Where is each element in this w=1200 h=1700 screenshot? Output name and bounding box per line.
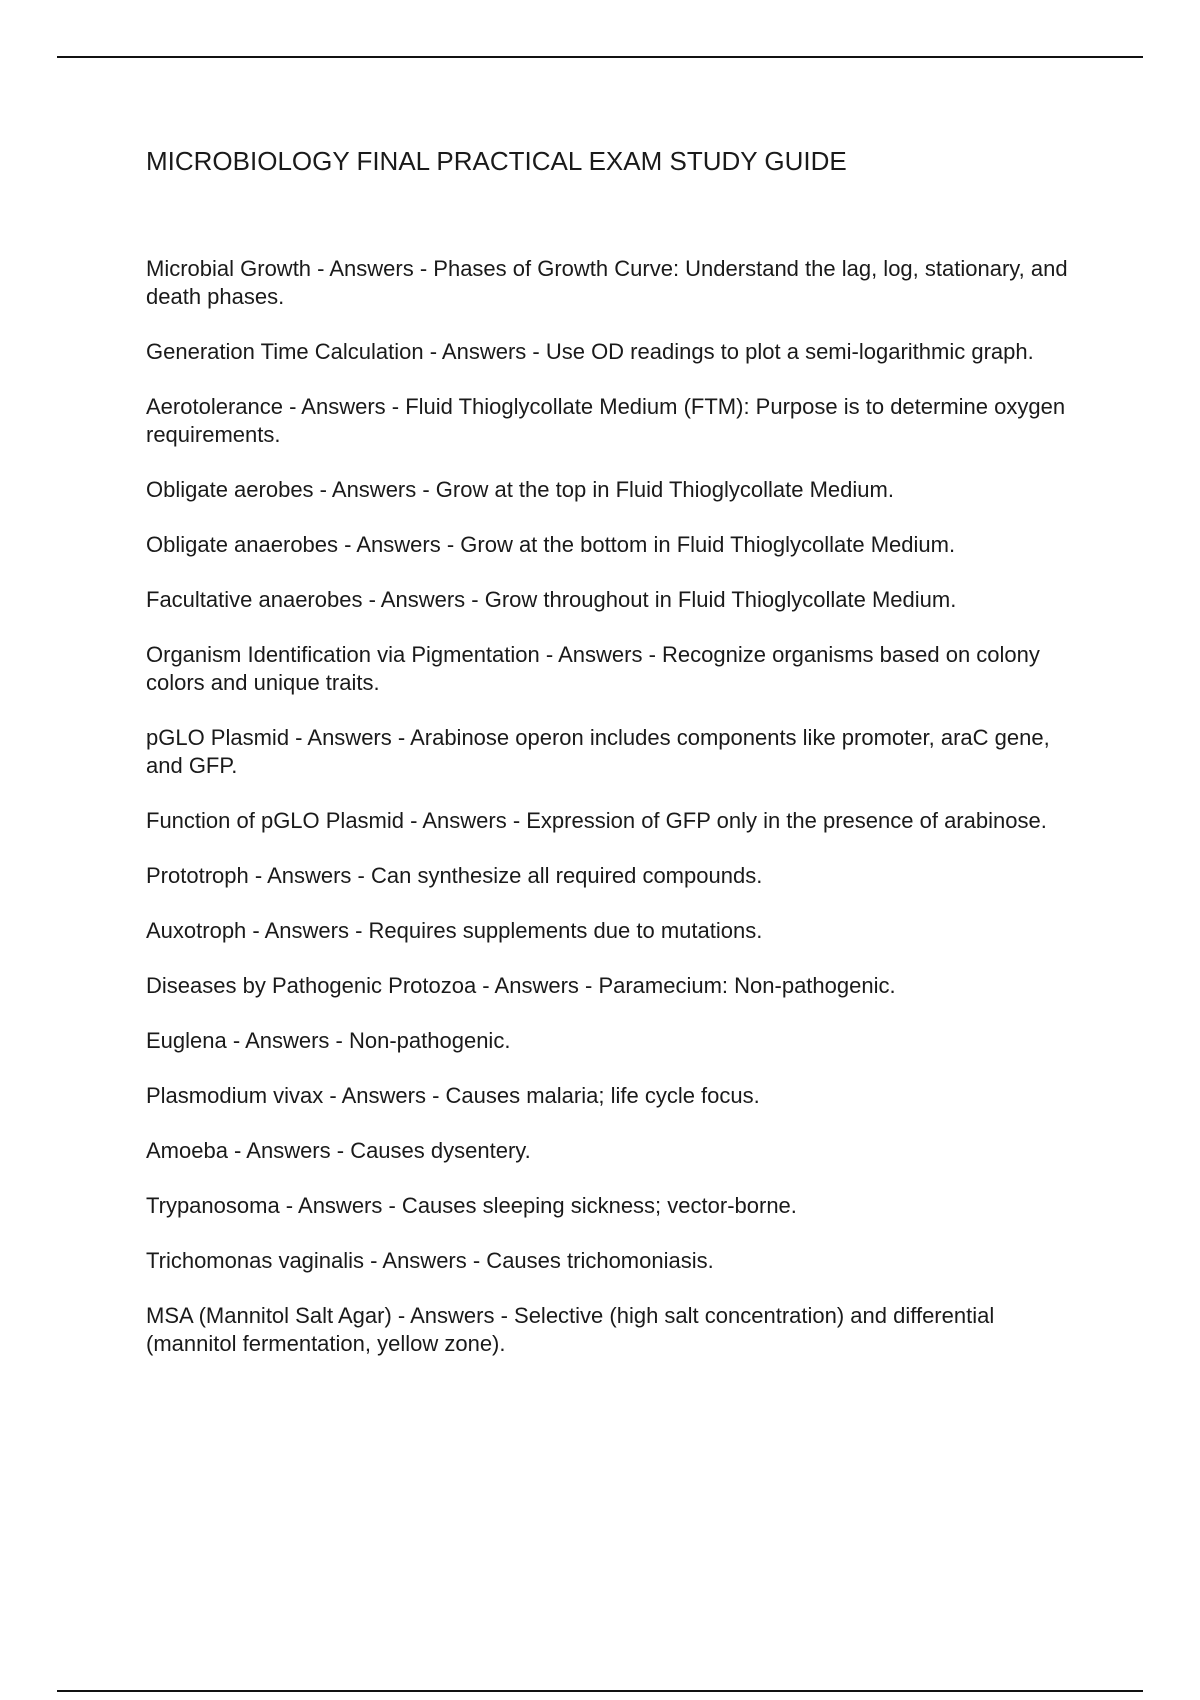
entry-auxotroph: Auxotroph - Answers - Requires supplements due to mutations. [146,918,763,943]
entry-plasmodium-vivax: Plasmodium vivax - Answers - Causes malaria; life cycle focus. [146,1083,760,1108]
entry-obligate-aerobes: Obligate aerobes - Answers - Grow at the top in Fluid Thioglycollate Medium. [146,477,894,502]
top-divider [57,56,1143,58]
entry-pathogenic-protozoa: Diseases by Pathogenic Protozoa - Answers - Paramecium: Non-pathogenic. [146,973,896,998]
entry-euglena: Euglena - Answers - Non-pathogenic. [146,1028,511,1053]
entry-prototroph: Prototroph - Answers - Can synthesize all required compounds. [146,863,763,888]
entry-trypanosoma: Trypanosoma - Answers - Causes sleeping sickness; vector-borne. [146,1193,797,1218]
entry-pglo-plasmid: pGLO Plasmid - Answers - Arabinose operon includes components like promoter, araC gene, and GFP. [146,725,1050,778]
entry-trichomonas: Trichomonas vaginalis - Answers - Causes trichomoniasis. [146,1248,714,1273]
entry-amoeba: Amoeba - Answers - Causes dysentery. [146,1138,531,1163]
entry-aerotolerance: Aerotolerance - Answers - Fluid Thioglycollate Medium (FTM): Purpose is to determine oxygen requirements. [146,394,1066,447]
entry-obligate-anaerobes: Obligate anaerobes - Answers - Grow at the bottom in Fluid Thioglycollate Medium. [146,532,956,557]
study-guide-entries [146,255,1086,1385]
page-title: MICROBIOLOGY FINAL PRACTICAL EXAM STUDY GUIDE [146,146,847,176]
bottom-divider [57,1690,1143,1692]
entry-msa: MSA (Mannitol Salt Agar) - Answers - Selective (high salt concentration) and differential (mannitol fermentation, yellow zone). [146,1303,995,1356]
entry-pigmentation: Organism Identification via Pigmentation - Answers - Recognize organisms based on colony colors and unique traits. [146,642,1040,695]
entry-microbial-growth: Microbial Growth - Answers - Phases of Growth Curve: Understand the lag, log, stationary, and death phases. [146,256,1068,309]
entry-facultative-anaerobes: Facultative anaerobes - Answers - Grow throughout in Fluid Thioglycollate Medium. [146,587,957,612]
entry-generation-time: Generation Time Calculation - Answers - Use OD readings to plot a semi-logarithmic graph. [146,339,1034,364]
entry-pglo-function: Function of pGLO Plasmid - Answers - Expression of GFP only in the presence of arabinose. [146,808,1047,833]
